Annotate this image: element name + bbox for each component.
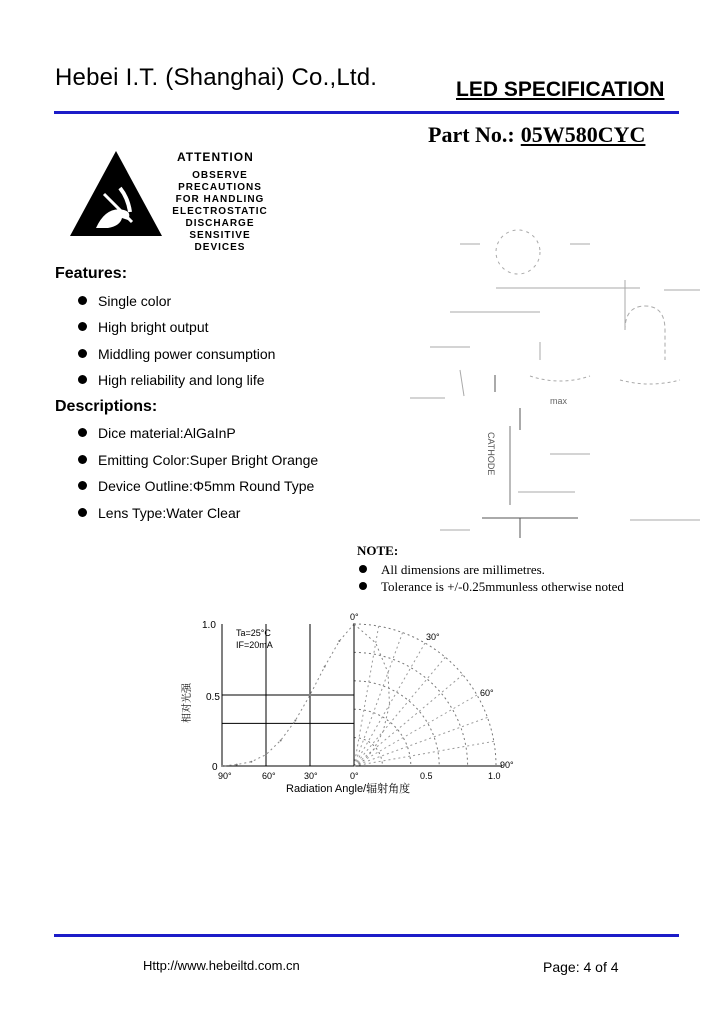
list-item-text: Middling power consumption <box>98 346 276 362</box>
dimension-drawing <box>400 220 710 540</box>
company-name: Hebei I.T. (Shanghai) Co.,Ltd. <box>55 64 378 91</box>
angle-label: 60° <box>480 688 494 698</box>
list-item <box>78 372 265 388</box>
angle-label: 90° <box>500 760 514 770</box>
x-tick-label: 90° <box>218 771 232 781</box>
polar-spoke <box>354 643 425 766</box>
polar-spoke <box>354 695 477 766</box>
polar-ring <box>354 624 496 766</box>
polar-curve <box>354 624 390 766</box>
list-item-text: High reliability and long life <box>98 372 265 388</box>
polar-ring <box>354 681 439 766</box>
x-tick-label: 60° <box>262 771 276 781</box>
list-item <box>78 293 171 309</box>
attention-line: DISCHARGE <box>185 218 255 229</box>
y-tick-label: 1.0 <box>202 620 216 631</box>
y-axis-title: 相对光强 <box>182 683 193 723</box>
polar-ring <box>354 738 382 766</box>
attention-line: OBSERVE PRECAUTIONS <box>178 170 262 193</box>
data-point <box>309 694 311 696</box>
attention-line: ELECTROSTATIC <box>172 206 268 217</box>
descriptions-heading: Descriptions: <box>55 398 158 415</box>
list-item-text: Dice material:AlGaInP <box>98 425 236 441</box>
features-heading: Features: <box>55 265 128 282</box>
list-item <box>78 505 240 521</box>
polar-spoke <box>354 626 379 766</box>
attention-line: FOR HANDLING <box>175 194 265 205</box>
angle-label: 0° <box>350 612 359 622</box>
condition-current: IF=20mA <box>236 640 273 650</box>
note-item-text: All dimensions are millimetres. <box>381 562 545 577</box>
condition-temp: Ta=25°C <box>236 628 271 638</box>
radiation-pattern-chart <box>170 608 530 798</box>
polar-series-line <box>354 624 390 766</box>
list-item <box>78 346 275 362</box>
list-item-text: Device Outline:Φ5mm Round Type <box>98 478 315 494</box>
x-tick-label: 0.5 <box>420 771 433 781</box>
part-number-label: Part No.: <box>428 122 515 147</box>
header-rule <box>54 111 679 114</box>
page-number: Page: 4 of 4 <box>543 959 619 975</box>
x-axis-title: Radiation Angle/辐射角度 <box>286 783 411 795</box>
note-item <box>359 562 545 578</box>
angle-label: 30° <box>426 632 440 642</box>
attention-title: ATTENTION <box>177 150 254 164</box>
part-number-line <box>428 122 645 148</box>
x-tick-label: 1.0 <box>488 771 501 781</box>
data-point <box>265 754 267 756</box>
data-point <box>294 720 296 722</box>
part-number: 05W580CYC <box>520 122 646 147</box>
footer-rule <box>54 934 679 937</box>
cathode-label: CATHODE <box>486 432 496 476</box>
note-item-text: Tolerance is +/-0.25mmunless otherwise noted <box>381 579 624 594</box>
polar-spoke <box>354 675 463 766</box>
list-item-text: Lens Type:Water Clear <box>98 505 241 521</box>
document-title: LED SPECIFICATION <box>456 78 665 101</box>
list-item <box>78 425 236 441</box>
y-tick-label: 0 <box>212 762 218 773</box>
max-label: max <box>550 396 568 406</box>
y-tick-label: 0.5 <box>206 692 220 703</box>
data-point <box>280 739 282 741</box>
list-item <box>78 452 318 468</box>
data-point <box>221 765 223 767</box>
note-item <box>359 579 624 595</box>
note-title: NOTE: <box>357 543 399 558</box>
list-item-text: Single color <box>98 293 172 309</box>
polar-spoke <box>354 657 445 766</box>
list-item-text: High bright output <box>98 319 209 335</box>
x-tick-label: 0° <box>350 771 359 781</box>
attention-text <box>150 170 290 254</box>
list-item <box>78 319 209 335</box>
list-item-text: Emitting Color:Super Bright Orange <box>98 452 319 468</box>
list-item <box>78 478 314 494</box>
footer-url[interactable]: Http://www.hebeiltd.com.cn <box>143 958 300 973</box>
attention-line: DEVICES <box>194 242 246 253</box>
polar-ring <box>354 652 468 766</box>
note-block <box>357 543 624 594</box>
attention-line: SENSITIVE <box>189 230 251 241</box>
polar-spoke <box>354 741 494 766</box>
x-tick-label: 30° <box>304 771 318 781</box>
